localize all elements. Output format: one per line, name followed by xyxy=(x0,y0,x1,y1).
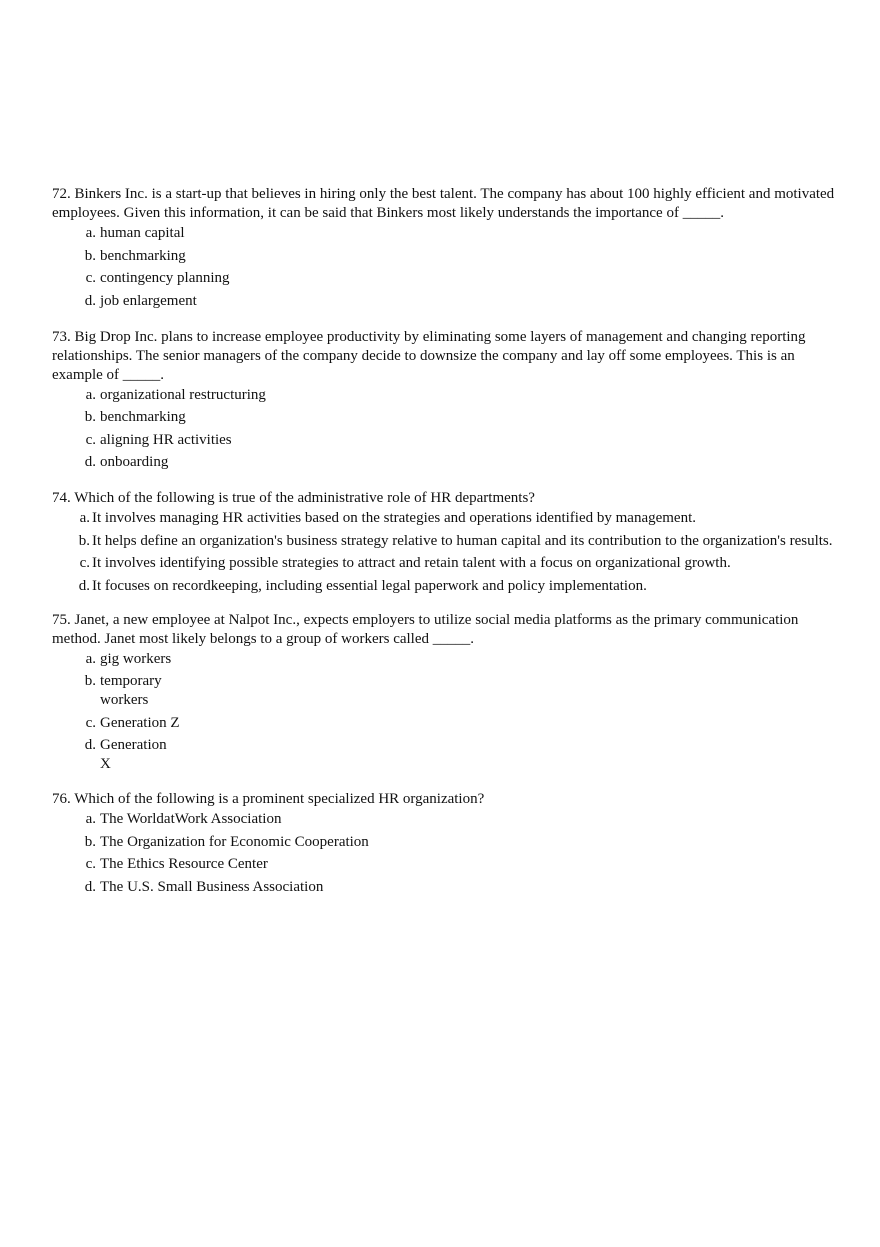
option-letter: a. xyxy=(85,650,96,667)
question-76 xyxy=(52,790,842,897)
question-page xyxy=(52,185,842,915)
option-letter: c. xyxy=(85,856,96,872)
option-letter: b. xyxy=(78,532,90,549)
option-text: human capital xyxy=(100,225,185,241)
answer-option-d xyxy=(52,292,842,311)
answer-option-c xyxy=(52,855,842,874)
answer-option-d xyxy=(52,736,842,774)
option-text: It helps define an organization's business strategy relative to human capital and its contribution to the organization's results. xyxy=(92,532,833,549)
option-text: It involves managing HR activities based on the strategies and operations identified by management. xyxy=(92,510,697,526)
answer-option-d xyxy=(52,878,842,897)
question-text: Janet, a new employee at Nalpot Inc., expects employers to utilize social media platforms as the primary communication method. Janet most likely belongs to a group of workers called _____. xyxy=(52,611,799,647)
option-letter: d. xyxy=(84,454,96,470)
answer-option-a xyxy=(52,509,842,528)
option-letter: c. xyxy=(85,714,96,731)
answer-options xyxy=(52,224,842,311)
question-number: 72. xyxy=(52,186,71,202)
option-letter: b. xyxy=(84,673,96,689)
answer-option-a xyxy=(52,650,842,669)
option-text: Generation Z xyxy=(100,714,180,731)
answer-option-a xyxy=(52,810,842,829)
option-text: gig workers xyxy=(100,650,172,667)
option-text: The WorldatWork Association xyxy=(100,811,282,827)
answer-option-d xyxy=(52,453,842,472)
answer-option-c xyxy=(52,269,842,288)
answer-option-b xyxy=(52,532,842,551)
option-text: job enlargement xyxy=(100,292,197,309)
question-number: 75. xyxy=(52,611,71,628)
answer-option-c xyxy=(52,714,842,733)
option-letter: b. xyxy=(84,247,96,264)
option-letter: d. xyxy=(84,737,96,753)
option-text: It involves identifying possible strategies to attract and retain talent with a focus on organizational growth. xyxy=(92,555,731,571)
option-letter: d. xyxy=(84,878,96,895)
question-text: Which of the following is true of the administrative role of HR departments? xyxy=(74,490,535,506)
option-text: organizational restructuring xyxy=(100,386,266,403)
answer-option-b xyxy=(52,672,842,710)
option-letter: d. xyxy=(78,577,90,594)
answer-option-c xyxy=(52,554,842,573)
question-number: 76. xyxy=(52,791,71,807)
answer-options xyxy=(52,386,842,473)
question-number: 74. xyxy=(52,490,71,506)
question-text: Big Drop Inc. plans to increase employee productivity by eliminating some layers of management and changing reporting relationships. The senior managers of the company decide to downsize the company and lay off some employees. This is an example of _____. xyxy=(52,328,806,383)
option-letter: b. xyxy=(84,409,96,425)
question-number: 73. xyxy=(52,328,71,345)
option-letter: c. xyxy=(85,431,96,448)
option-letter: a. xyxy=(85,811,96,827)
answer-option-d xyxy=(52,577,842,596)
answer-option-b xyxy=(52,247,842,266)
option-text: temporary workers xyxy=(100,673,162,708)
question-75 xyxy=(52,611,842,775)
question-73 xyxy=(52,328,842,473)
option-letter: c. xyxy=(85,270,96,286)
option-text: The Organization for Economic Cooperation xyxy=(100,833,369,850)
answer-option-b xyxy=(52,833,842,852)
question-stem xyxy=(52,790,842,809)
question-stem xyxy=(52,328,842,385)
question-74 xyxy=(52,489,842,596)
option-text: onboarding xyxy=(100,454,169,470)
option-letter: b. xyxy=(84,833,96,850)
option-text: Generation X xyxy=(100,737,167,772)
option-text: aligning HR activities xyxy=(100,431,232,448)
answer-options xyxy=(52,509,842,596)
question-stem xyxy=(52,489,842,508)
option-letter: a. xyxy=(85,225,96,241)
option-letter: a. xyxy=(79,510,90,526)
option-text: The U.S. Small Business Association xyxy=(100,878,324,895)
question-text: Binkers Inc. is a start-up that believes in hiring only the best talent. The company has about 100 highly efficient and motivated employees. Given this information, it can be said that Binkers most likely understands the importance of _____. xyxy=(52,186,835,221)
option-text: benchmarking xyxy=(100,247,186,264)
option-text: It focuses on recordkeeping, including essential legal paperwork and policy implementation. xyxy=(92,577,647,594)
answer-options xyxy=(52,810,842,897)
answer-option-a xyxy=(52,224,842,243)
question-stem xyxy=(52,185,842,223)
question-stem xyxy=(52,611,842,649)
answer-options xyxy=(52,650,842,775)
question-72 xyxy=(52,185,842,311)
option-letter: d. xyxy=(84,292,96,309)
answer-option-c xyxy=(52,431,842,450)
option-text: benchmarking xyxy=(100,409,186,425)
option-text: contingency planning xyxy=(100,270,230,286)
question-text: Which of the following is a prominent specialized HR organization? xyxy=(74,791,485,807)
answer-option-a xyxy=(52,386,842,405)
answer-option-b xyxy=(52,408,842,427)
option-letter: a. xyxy=(85,386,96,403)
option-text: The Ethics Resource Center xyxy=(100,856,268,872)
option-letter: c. xyxy=(79,555,90,571)
